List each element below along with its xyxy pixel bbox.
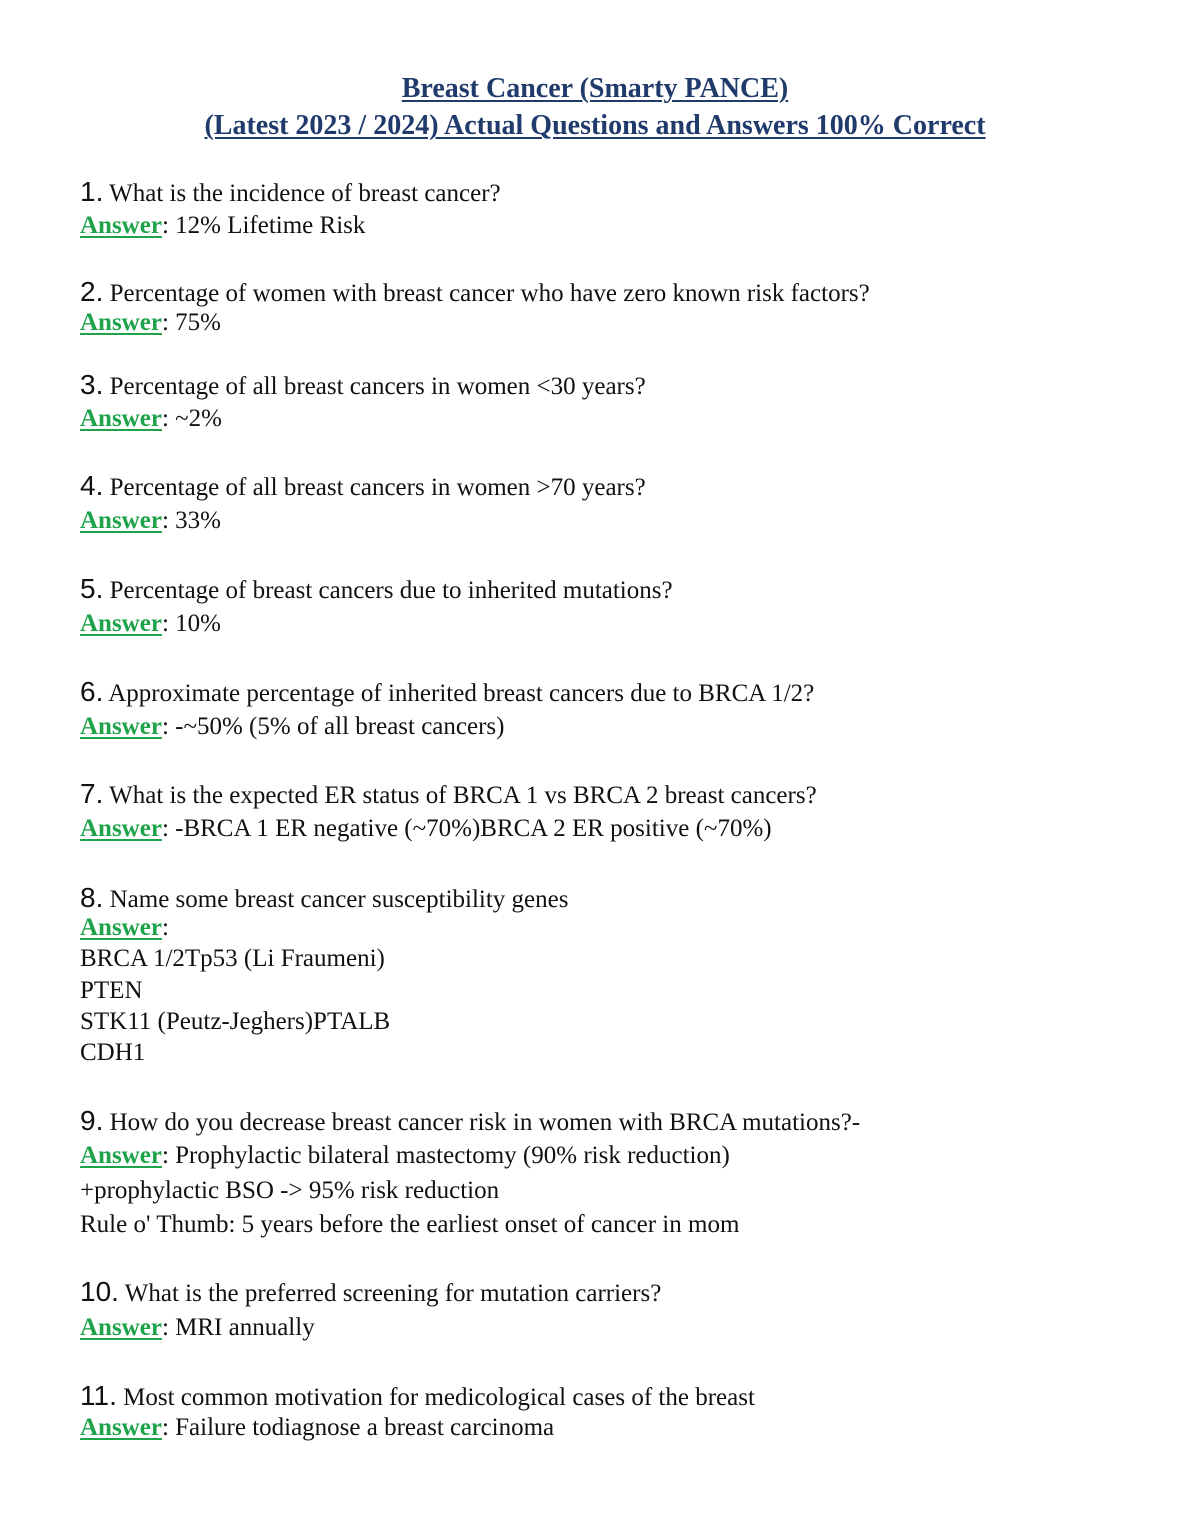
answer-text: : -~50% (5% of all breast cancers)	[161, 713, 505, 740]
question-4	[80, 471, 646, 503]
question-text: Percentage of breast cancers due to inherited mutations?	[109, 577, 673, 604]
question-11	[80, 1381, 755, 1413]
answer-text: : 10%	[161, 610, 221, 637]
question-1	[80, 177, 501, 209]
answer-text: : Failure todiagnose a breast carcinoma	[161, 1414, 555, 1441]
question-8	[80, 883, 568, 915]
answer-8-line: CDH1	[80, 1039, 146, 1066]
answer-label: Answer	[80, 1314, 162, 1341]
answer-3	[80, 404, 222, 434]
answer-8-line: PTEN	[80, 977, 143, 1004]
answer-label: Answer	[80, 610, 162, 637]
answer-text: : -BRCA 1 ER negative (~70%)BRCA 2 ER positive (~70%)	[161, 815, 772, 842]
question-text: Percentage of women with breast cancer who have zero known risk factors?	[109, 280, 870, 307]
question-9	[80, 1106, 860, 1138]
answer-1	[80, 211, 365, 241]
answer-label: Answer	[80, 507, 162, 534]
question-6	[80, 677, 814, 709]
question-text: What is the preferred screening for mutation carriers?	[124, 1280, 662, 1307]
answer-text: : ~2%	[161, 405, 222, 432]
answer-label: Answer	[80, 1142, 162, 1169]
question-text: What is the incidence of breast cancer?	[109, 180, 501, 207]
answer-label: Answer	[80, 1414, 162, 1441]
question-number: 4.	[80, 470, 104, 501]
answer-8-line: BRCA 1/2Tp53 (Li Fraumeni)	[80, 945, 385, 972]
question-number: 6.	[80, 676, 104, 707]
answer-label: Answer	[80, 309, 162, 336]
answer-text: : MRI annually	[161, 1314, 315, 1341]
answer-6	[80, 712, 504, 742]
answer-9-line: Rule o' Thumb: 5 years before the earliest onset of cancer in mom	[80, 1211, 740, 1238]
answer-text: : 75%	[161, 309, 221, 336]
question-10	[80, 1277, 661, 1309]
question-text: Name some breast cancer susceptibility genes	[109, 886, 569, 913]
answer-label: Answer	[80, 914, 162, 941]
question-text: What is the expected ER status of BRCA 1 vs BRCA 2 breast cancers?	[109, 782, 817, 809]
answer-label: Answer	[80, 405, 162, 432]
question-3	[80, 370, 646, 402]
question-text: Most common motivation for medicological cases of the breast	[123, 1384, 755, 1411]
question-number: 5.	[80, 573, 104, 604]
answer-label: Answer	[80, 713, 162, 740]
answer-text: : Prophylactic bilateral mastectomy (90% risk reduction)	[161, 1142, 730, 1169]
question-7	[80, 779, 817, 811]
document-title: Breast Cancer (Smarty PANCE)	[401, 73, 789, 104]
answer-4	[80, 506, 221, 536]
question-5	[80, 574, 673, 606]
question-text: How do you decrease breast cancer risk in women with BRCA mutations?-	[109, 1109, 861, 1136]
answer-label: Answer	[80, 815, 162, 842]
question-number: 8.	[80, 882, 104, 913]
answer-5	[80, 609, 221, 639]
answer-2	[80, 308, 221, 338]
document-subtitle: (Latest 2023 / 2024) Actual Questions and Answers 100% Correct	[204, 110, 986, 141]
answer-9-line: +prophylactic BSO -> 95% risk reduction	[80, 1177, 500, 1204]
answer-8	[80, 913, 169, 943]
question-text: Percentage of all breast cancers in women >70 years?	[109, 474, 646, 501]
question-number: 10.	[80, 1276, 119, 1307]
question-text: Percentage of all breast cancers in women <30 years?	[109, 373, 646, 400]
question-number: 7.	[80, 778, 104, 809]
answer-11	[80, 1413, 554, 1443]
answer-label: Answer	[80, 212, 162, 239]
question-number: 9.	[80, 1105, 104, 1136]
question-text: Approximate percentage of inherited breast cancers due to BRCA 1/2?	[108, 680, 815, 707]
answer-9	[80, 1141, 730, 1171]
answer-10	[80, 1313, 315, 1343]
question-number: 11.	[80, 1380, 117, 1411]
answer-7	[80, 814, 772, 844]
answer-text: : 12% Lifetime Risk	[161, 212, 366, 239]
question-number: 1.	[80, 176, 104, 207]
question-2	[80, 277, 870, 309]
answer-text: : 33%	[161, 507, 221, 534]
answer-text: :	[161, 914, 169, 941]
question-number: 2.	[80, 276, 104, 307]
answer-8-line: STK11 (Peutz-Jeghers)PTALB	[80, 1008, 391, 1035]
question-number: 3.	[80, 369, 104, 400]
